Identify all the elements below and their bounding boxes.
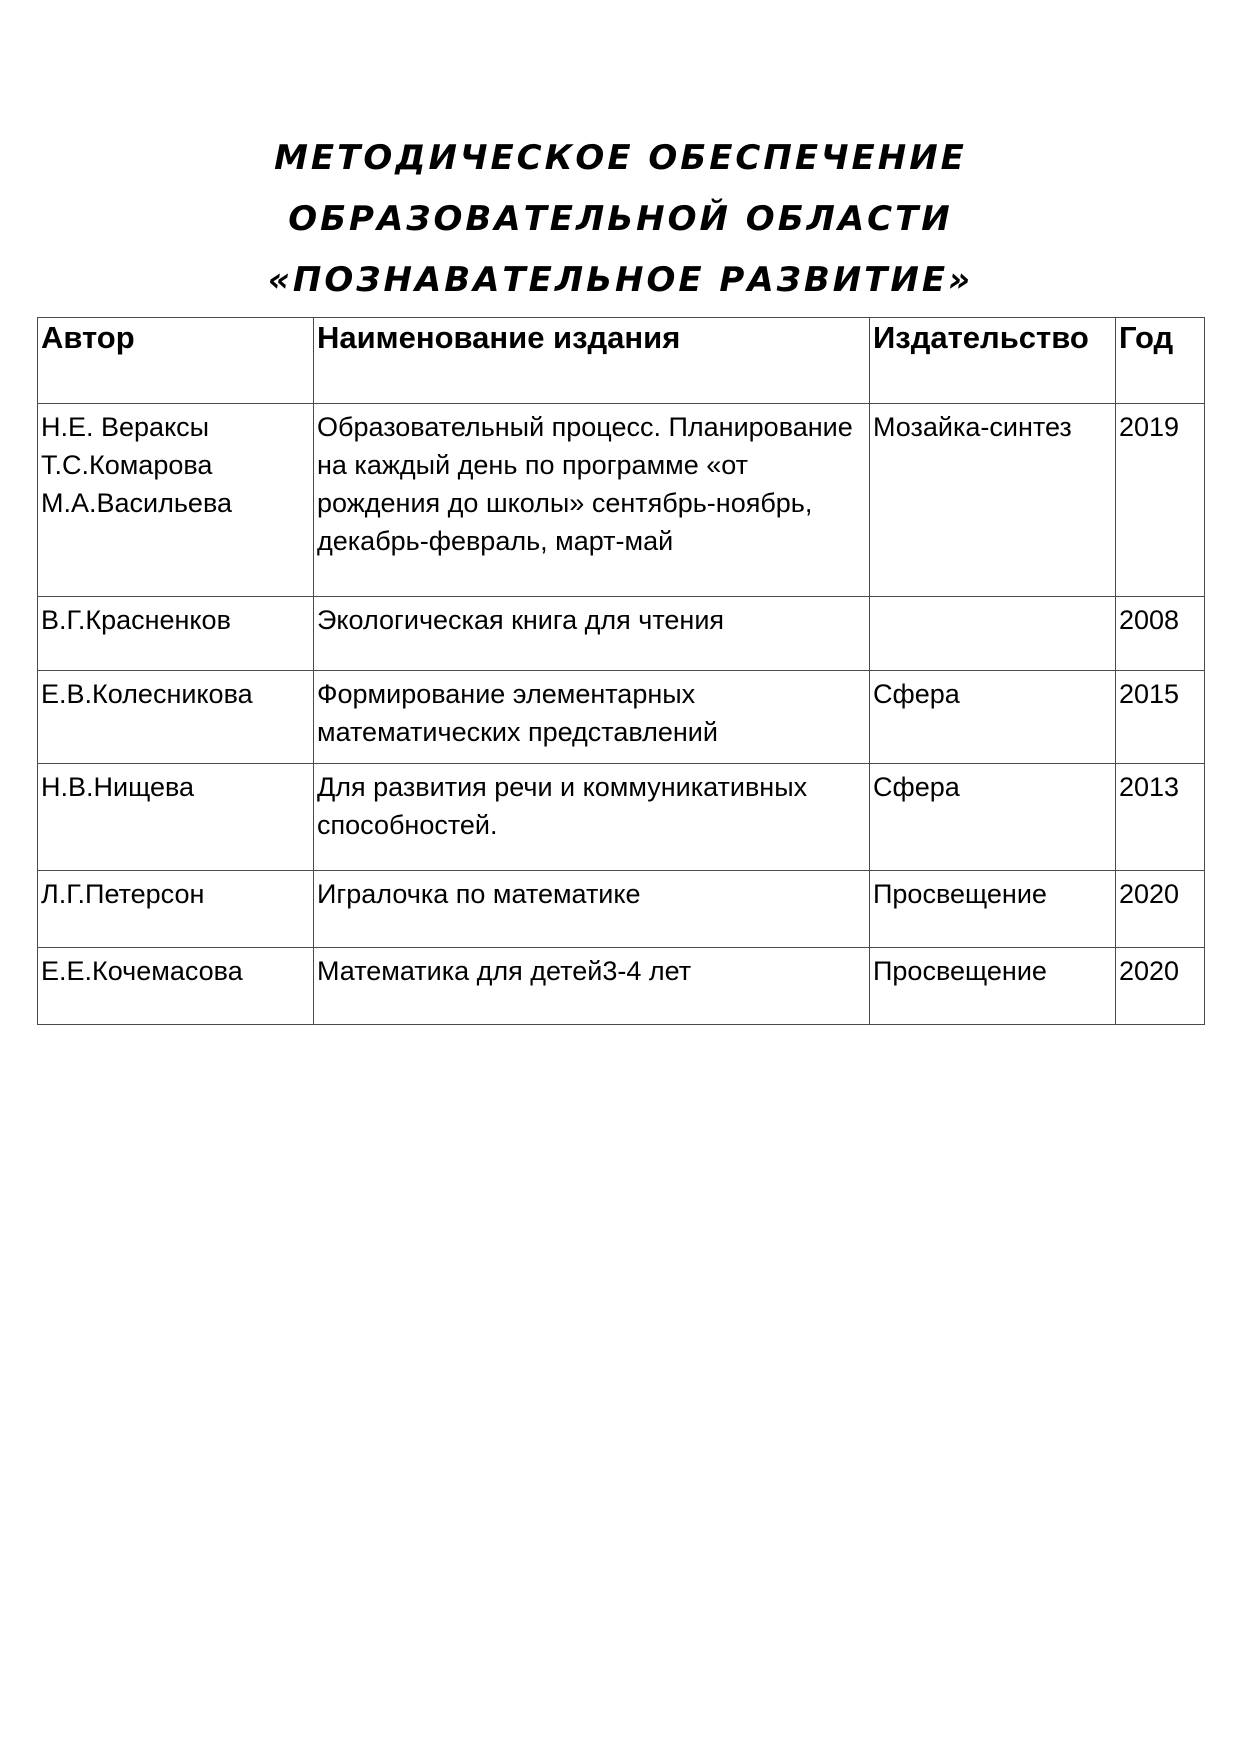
cell-year: 2013 (1116, 764, 1205, 871)
table-row (38, 597, 1205, 671)
cell-author: В.Г.Красненков (38, 597, 314, 671)
author-line: Т.С.Комарова (41, 450, 213, 480)
title-line-3: «ПОЗНАВАТЕЛЬНОЕ РАЗВИТИЕ» (267, 260, 974, 300)
cell-publisher (870, 597, 1116, 671)
cell-author: Е.В.Колесникова (38, 671, 314, 764)
cell-title: Игралочка по математике (314, 871, 870, 948)
cell-year: 2015 (1116, 671, 1205, 764)
cell-title: Экологическая книга для чтения (314, 597, 870, 671)
cell-year: 2020 (1116, 948, 1205, 1025)
table-row (38, 948, 1205, 1025)
cell-author: Н.В.Нищева (38, 764, 314, 871)
author-line: Н.Е. Вераксы (41, 412, 210, 442)
cell-publisher: Просвещение (870, 948, 1116, 1025)
title-line-1: МЕТОДИЧЕСКОЕ ОБЕСПЕЧЕНИЕ (274, 138, 967, 178)
cell-publisher: Сфера (870, 764, 1116, 871)
cell-publisher: Сфера (870, 671, 1116, 764)
cell-title: Для развития речи и коммуникативных способностей. (314, 764, 870, 871)
cell-publisher: Мозайка-синтез (870, 404, 1116, 597)
cell-author: Е.Е.Кочемасова (38, 948, 314, 1025)
header-author: Автор (38, 318, 314, 404)
cell-title: Математика для детей3-4 лет (314, 948, 870, 1025)
header-year: Год (1116, 318, 1205, 404)
cell-author (38, 404, 314, 597)
header-publisher: Издательство (870, 318, 1116, 404)
cell-publisher: Просвещение (870, 871, 1116, 948)
cell-title: Формирование элементарных математических представлений (314, 671, 870, 764)
table-row (38, 764, 1205, 871)
cell-year: 2020 (1116, 871, 1205, 948)
cell-year: 2019 (1116, 404, 1205, 597)
methods-table (37, 317, 1205, 1025)
header-title: Наименование издания (314, 318, 870, 404)
author-line: М.А.Васильева (41, 488, 233, 518)
cell-author: Л.Г.Петерсон (38, 871, 314, 948)
table-header-row (38, 318, 1205, 404)
table-row (38, 871, 1205, 948)
cell-title: Образовательный процесс. Планирование на каждый день по программе «от рождения до школы» сентябрь-ноябрь, декабрь-февраль, март-май (314, 404, 870, 597)
title-line-2: ОБРАЗОВАТЕЛЬНОЙ ОБЛАСТИ (288, 199, 953, 239)
page-title (0, 128, 1241, 311)
cell-year: 2008 (1116, 597, 1205, 671)
table-row (38, 404, 1205, 597)
table-row (38, 671, 1205, 764)
